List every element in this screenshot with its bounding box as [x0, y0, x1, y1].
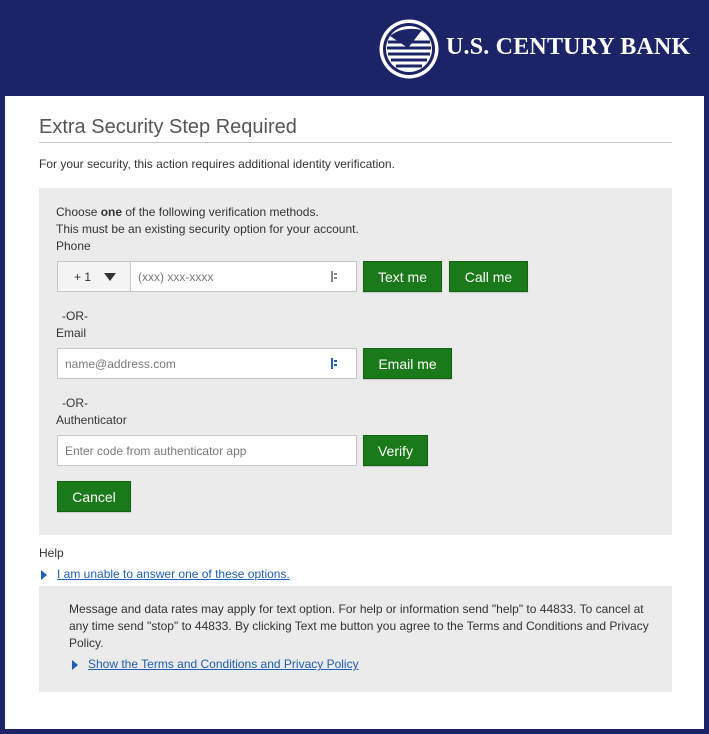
or-divider-1: -OR- [62, 309, 88, 323]
sms-notice-text: Message and data rates may apply for text option. For help or information send "help" to 44833. To cancel at any time send "stop" to 44833. By clicking Text me button you agree to the Terms and Conditions and Privacy Policy. [69, 602, 649, 650]
verification-panel [39, 188, 672, 535]
instructions-bold: one [100, 205, 123, 219]
phone-placeholder: (xxx) xxx-xxxx [138, 270, 214, 284]
title-divider [39, 142, 672, 143]
instructions-pre: Choose [56, 205, 101, 219]
instructions-line-1 [56, 205, 319, 219]
terms-toggle-row[interactable] [72, 657, 359, 671]
help-label: Help [39, 546, 64, 560]
bank-name: U.S. CENTURY BANK [446, 34, 691, 60]
expand-triangle-icon [41, 570, 47, 580]
authenticator-label: Authenticator [56, 413, 127, 427]
autofill-key-icon [331, 271, 337, 282]
instructions-post: of the following verification methods. [122, 205, 319, 219]
instructions-line-2: This must be an existing security option for your account. [56, 222, 359, 236]
caret-down-icon [104, 273, 116, 281]
call-me-button[interactable]: Call me [449, 261, 528, 292]
autofill-key-icon [331, 358, 337, 369]
expand-triangle-icon [72, 660, 78, 670]
authenticator-placeholder: Enter code from authenticator app [65, 444, 247, 458]
phone-input[interactable] [57, 261, 357, 292]
page-title: Extra Security Step Required [39, 116, 297, 138]
terms-privacy-link[interactable]: Show the Terms and Conditions and Privacy Policy [88, 657, 359, 671]
country-code-value: + 1 [74, 270, 92, 284]
intro-text: For your security, this action requires additional identity verification. [39, 157, 395, 171]
bank-logo-icon [378, 18, 440, 80]
bank-header [0, 0, 709, 96]
verification-card [5, 96, 704, 729]
country-code-select[interactable] [58, 262, 131, 291]
email-label: Email [56, 326, 87, 340]
verify-button[interactable]: Verify [363, 435, 428, 466]
or-divider-2: -OR- [62, 396, 88, 410]
unable-to-answer-link[interactable]: I am unable to answer one of these options. [57, 567, 290, 581]
unable-to-answer-row[interactable] [41, 567, 290, 581]
sms-notice-panel [39, 586, 672, 692]
authenticator-code-input[interactable] [57, 435, 357, 466]
cancel-button[interactable]: Cancel [57, 481, 131, 512]
email-input[interactable] [57, 348, 357, 379]
text-me-button[interactable]: Text me [363, 261, 442, 292]
phone-label: Phone [56, 239, 91, 253]
email-placeholder: name@address.com [65, 357, 176, 371]
email-me-button[interactable]: Email me [363, 348, 452, 379]
